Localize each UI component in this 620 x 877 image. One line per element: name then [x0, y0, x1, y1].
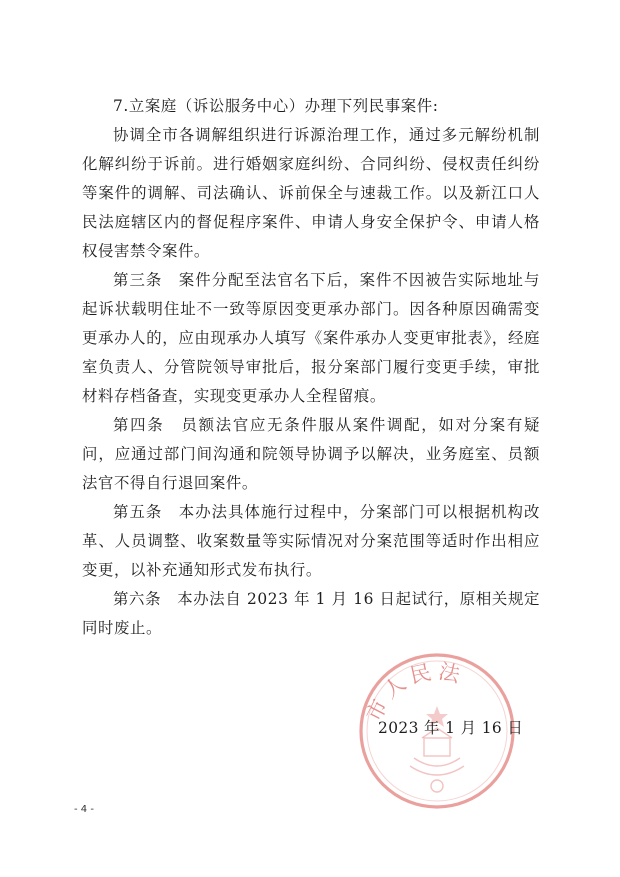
document-body: [82, 92, 540, 643]
signature-date: 2023 年 1 月 16 日: [378, 719, 524, 737]
seal-text: 市人民法: [361, 659, 468, 726]
paragraph-article-6: 第六条 本办法自 2023 年 1 月 16 日起试行，原相关规定同时废止。: [82, 590, 540, 637]
section-heading: 7.立案庭（诉讼服务中心）办理下列民事案件:: [113, 97, 439, 115]
paragraph-article-3: 第三条 案件分配至法官名下后，案件不因被告实际地址与起诉状载明住址不一致等原因变更承办部门。因各种原因确需变更承办人的，应由现承办人填写《案件承办人变更审批表》，经庭室负责人、分管院领导审批后，报分案部门履行变更手续，审批材料存档备查，实现变更承办人全程留痕。: [82, 271, 540, 405]
paragraph-article-5: 第五条 本办法具体施行过程中，分案部门可以根据机构改革、人员调整、收案数量等实际情况对分案范围等适时作出相应变更，以补充通知形式发布执行。: [82, 503, 540, 579]
paragraph-article-4: 第四条 员额法官应无条件服从案件调配，如对分案有疑问，应通过部门间沟通和院领导协调予以解决，业务庭室、员额法官不得自行退回案件。: [82, 416, 540, 492]
paragraph-1: 协调全市各调解组织进行诉源治理工作，通过多元解纷机制化解纠纷于诉前。进行婚姻家庭纠纷、合同纠纷、侵权责任纠纷等案件的调解、司法确认、诉前保全与速裁工作。以及新江口人民法庭辖区内的督促程序案件、申请人身安全保护令、申请人格权侵害禁令案件。: [82, 126, 540, 260]
page-number: - 4 -: [74, 804, 94, 815]
